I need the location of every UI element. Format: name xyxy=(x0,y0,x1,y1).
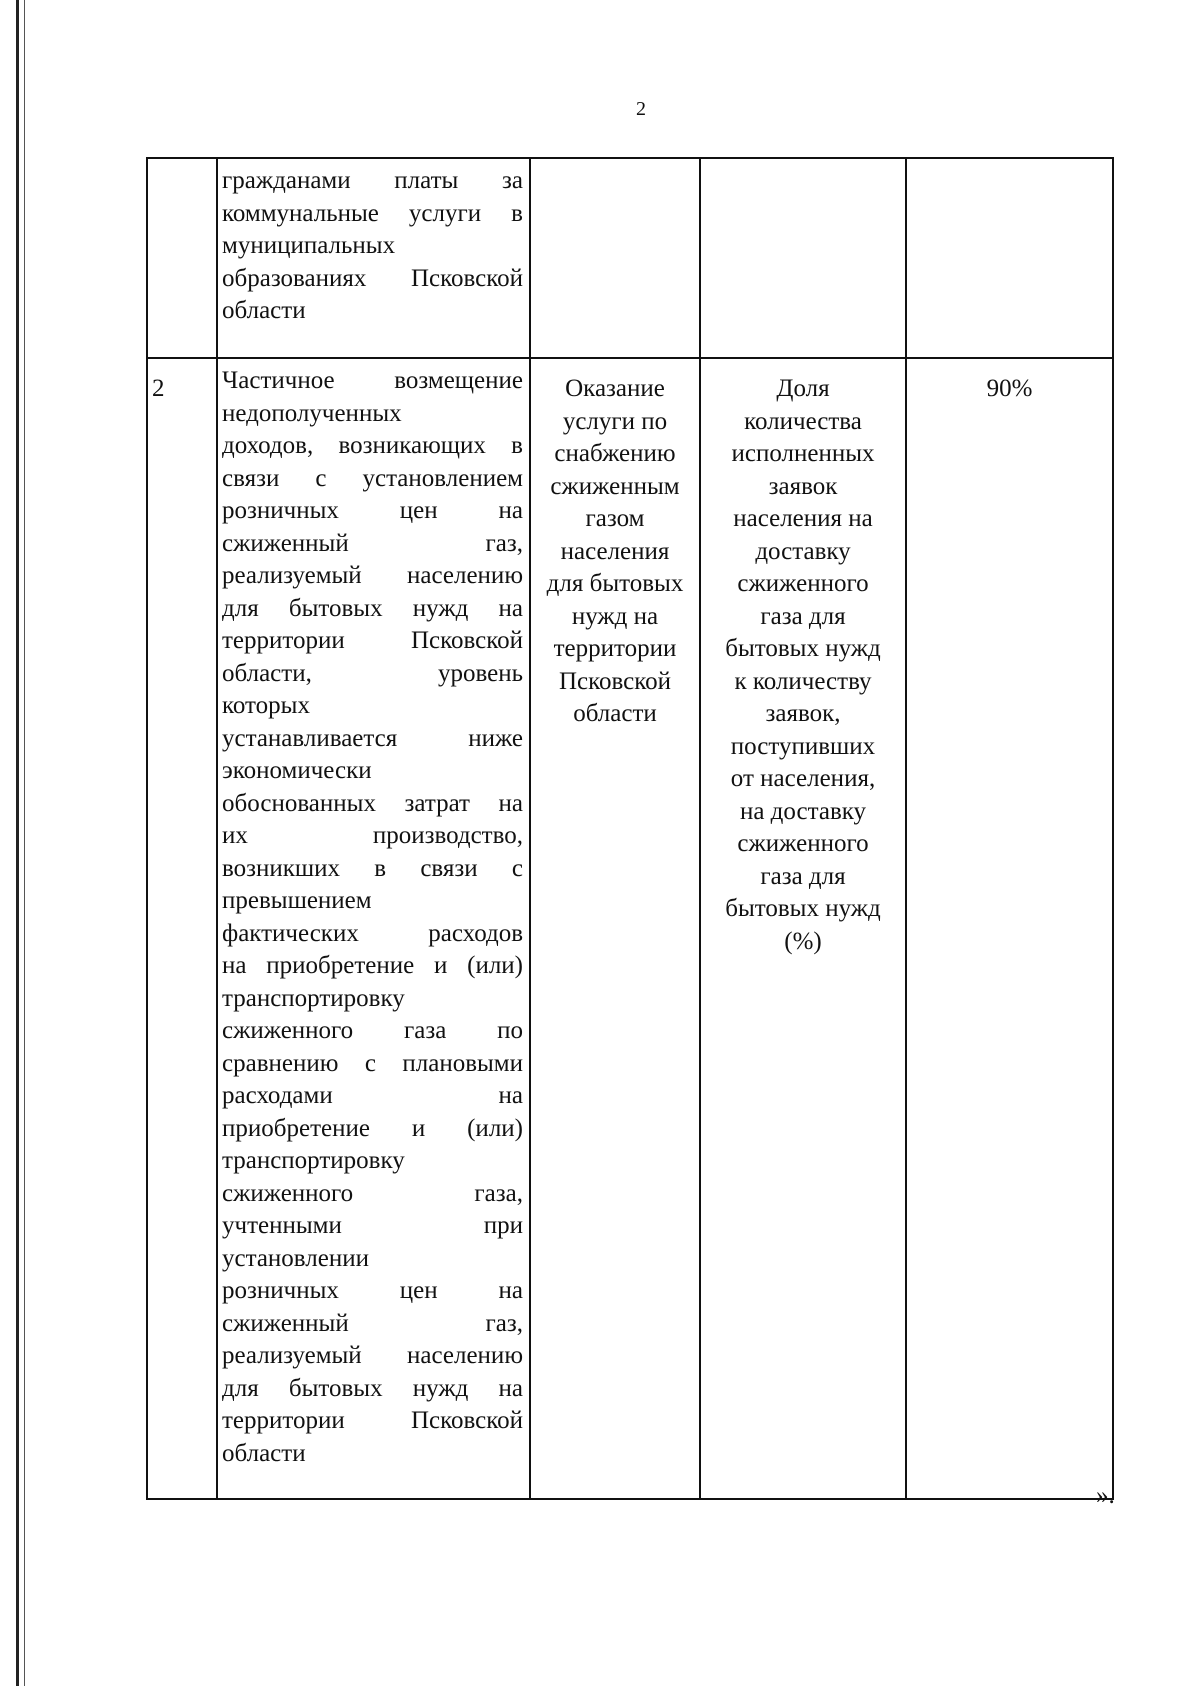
description-line: сравнению с плановыми xyxy=(222,1049,523,1077)
description-line: области xyxy=(222,1439,306,1467)
description-line: реализуемый населению xyxy=(222,1342,523,1369)
indicator-line: доставку xyxy=(755,537,851,565)
description-line: для бытовых нужд на xyxy=(222,594,523,622)
service-line: услуги по xyxy=(562,407,668,435)
description-line: сжиженный газ, xyxy=(222,529,523,557)
service-line: Псковской xyxy=(558,667,672,695)
description-line: области, уровень xyxy=(222,659,523,687)
closing-quote-mark: ». xyxy=(1096,1482,1115,1509)
service-line: газом xyxy=(585,505,645,532)
indicator-line: сжиженного xyxy=(737,570,869,597)
description-line: доходов, возникающих в xyxy=(222,432,523,459)
description-line: для бытовых нужд на xyxy=(222,1374,523,1402)
indicator-line: к количеству xyxy=(734,667,872,695)
description-line: территории Псковской xyxy=(222,1407,523,1434)
indicator-line: газа для xyxy=(760,602,846,630)
indicator-line: газа для xyxy=(760,862,846,890)
indicator-line: бытовых нужд xyxy=(725,895,881,922)
description-line: связи с установлением xyxy=(222,464,523,492)
value-cell xyxy=(906,158,1113,358)
table-row xyxy=(147,358,1113,1499)
description-line: розничных цен на xyxy=(222,497,523,524)
indicator-cell xyxy=(700,358,906,1499)
binding-edge-line xyxy=(16,0,19,1686)
description-line: транспортировку xyxy=(222,984,405,1012)
table-row xyxy=(147,158,1113,358)
description-line: розничных цен на xyxy=(222,1277,523,1304)
service-line: Оказание xyxy=(565,375,665,402)
description-line: сжиженного газа по xyxy=(222,1017,523,1044)
description-line: транспортировку xyxy=(222,1147,405,1174)
description-line: Частичное возмещение xyxy=(222,367,523,394)
indicator-line: сжиженного xyxy=(737,830,869,857)
description-line: приобретение и (или) xyxy=(222,1114,523,1142)
indicator-line: от населения, xyxy=(730,765,876,792)
service-line: нужд на xyxy=(571,602,659,630)
description-line: установлении xyxy=(222,1244,369,1272)
value-cell: 90% xyxy=(906,358,1113,1499)
description-line: области xyxy=(222,297,306,324)
row-number-cell: 2 xyxy=(147,358,217,1499)
description-line: территории Псковской xyxy=(222,627,523,654)
binding-edge-line-thin xyxy=(24,0,25,1686)
indicator-line: населения на xyxy=(733,505,873,532)
description-line: превышением xyxy=(222,887,372,914)
description-line: возникших в связи с xyxy=(222,854,523,882)
program-table xyxy=(146,157,1114,1500)
indicator-line: заявок, xyxy=(765,700,841,727)
service-line: снабжению xyxy=(554,440,676,467)
description-line: сжиженного газа, xyxy=(222,1179,523,1207)
indicator-line: поступивших xyxy=(730,732,876,760)
description-line: учтенными при xyxy=(222,1212,523,1239)
description-line: образованиях Псковской xyxy=(222,264,523,292)
indicator-line: (%) xyxy=(784,927,822,955)
indicator-line: на доставку xyxy=(739,797,867,825)
description-line: экономически xyxy=(222,757,372,784)
description-line: устанавливается ниже xyxy=(222,724,523,752)
description-cell xyxy=(217,358,530,1499)
service-line: для бытовых xyxy=(546,570,684,597)
indicator-line: бытовых нужд xyxy=(725,635,881,662)
description-line: их производство, xyxy=(222,822,523,849)
service-line: сжиженным xyxy=(550,472,680,500)
indicator-line: количества xyxy=(744,407,862,435)
indicator-line: заявок xyxy=(768,472,838,500)
description-line: гражданами платы за xyxy=(222,167,523,194)
description-line: сжиженный газ, xyxy=(222,1309,523,1337)
page-number: 2 xyxy=(636,98,646,120)
indicator-line: Доля xyxy=(776,375,830,402)
description-line: которых xyxy=(222,692,310,719)
indicator-cell xyxy=(700,158,906,358)
description-line: реализуемый населению xyxy=(222,562,523,589)
service-line: территории xyxy=(553,635,677,662)
indicator-line: исполненных xyxy=(731,440,875,467)
description-cell xyxy=(217,158,530,358)
row-number-cell xyxy=(147,158,217,358)
service-cell xyxy=(530,358,700,1499)
service-line: населения xyxy=(560,537,670,565)
description-line: фактических расходов xyxy=(222,919,523,947)
description-line: на приобретение и (или) xyxy=(222,952,523,979)
description-line: обоснованных затрат на xyxy=(222,789,523,817)
service-line: области xyxy=(573,700,657,727)
service-cell xyxy=(530,158,700,358)
description-line: расходами на xyxy=(222,1082,523,1109)
description-line: недополученных xyxy=(222,399,402,427)
description-line: муниципальных xyxy=(222,232,396,259)
description-line: коммунальные услуги в xyxy=(222,199,523,227)
